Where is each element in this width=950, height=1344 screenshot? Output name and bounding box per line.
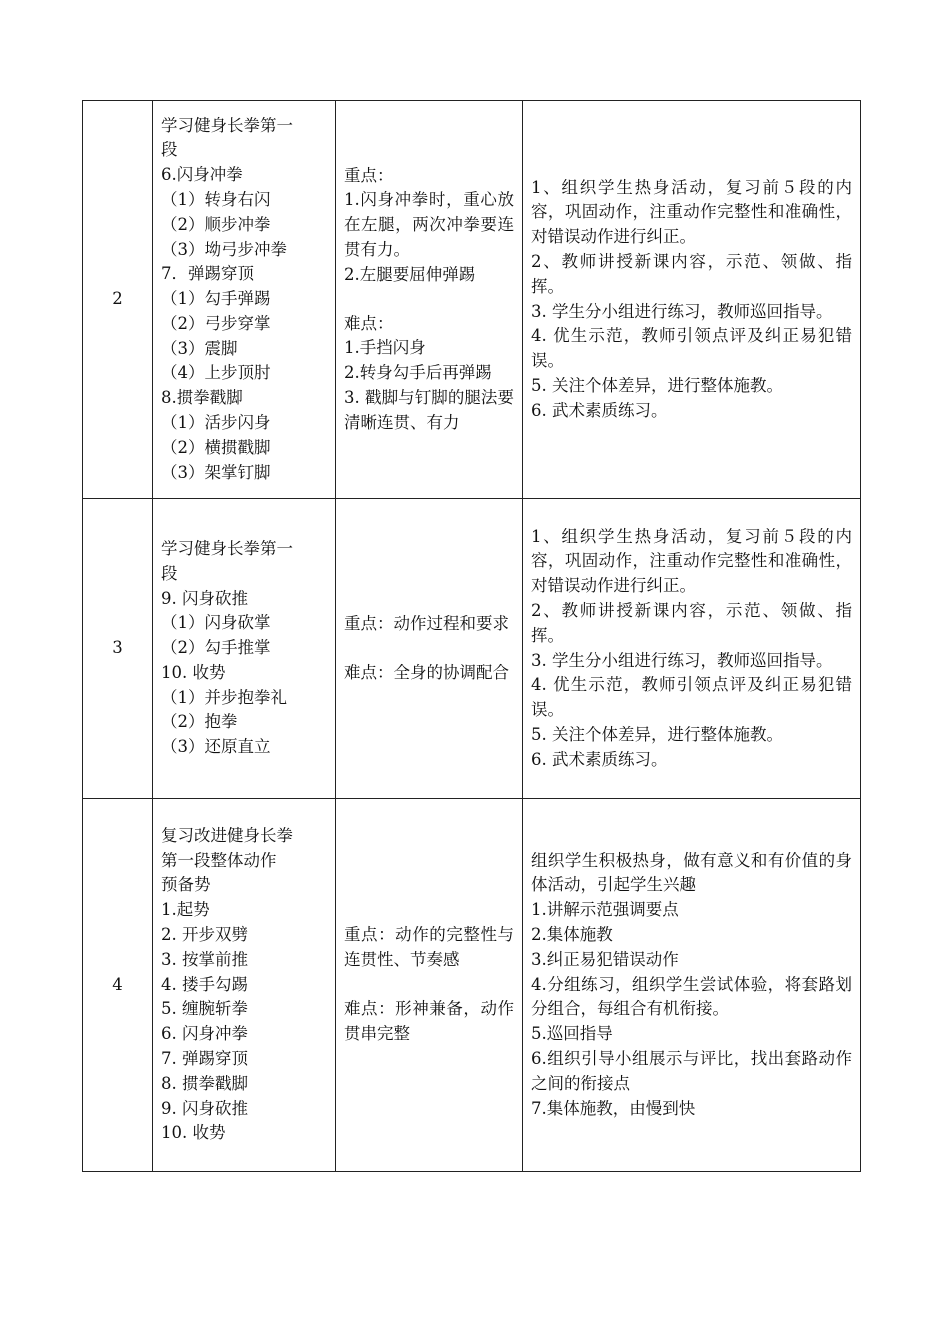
method-item: 3. 学生分小组进行练习，教师巡回指导。	[531, 301, 833, 321]
key-difficulty-cell	[336, 101, 523, 499]
method-item: 3. 学生分小组进行练习，教师巡回指导。	[531, 650, 833, 670]
content-line: 段	[161, 140, 178, 160]
method-item: 2、教师讲授新课内容，示范、领做、指挥。	[531, 600, 852, 645]
method-item: 6. 武术素质练习。	[531, 400, 668, 420]
lesson-content-cell	[153, 101, 336, 499]
difficulty-points: 难点：全身的协调配合	[344, 662, 509, 682]
method-item: 组织学生积极热身，做有意义和有价值的身体活动，引起学生兴趣	[531, 850, 852, 895]
difficulty-points: 难点：形神兼备，动作贯串完整	[344, 999, 514, 1043]
method-item: 4. 优生示范，教师引领点评及纠正易犯错误。	[531, 675, 852, 720]
difficulty-point: 2.转身勾手后再弹踢	[344, 363, 492, 383]
content-line: 7. 弹踢穿顶	[161, 1048, 248, 1068]
method-item: 2、教师讲授新课内容，示范、领做、指挥。	[531, 251, 852, 296]
content-line: （1）活步闪身	[161, 413, 271, 433]
key-difficulty-cell	[336, 499, 523, 799]
method-item: 5. 关注个体差异，进行整体施教。	[531, 724, 783, 744]
key-point: 2.左腿要屈伸弹踢	[344, 264, 476, 284]
content-line: （1）勾手弹踢	[161, 289, 271, 309]
content-line: （2）抱拳	[161, 712, 238, 732]
content-line: 学习健身长拳第一	[161, 115, 293, 135]
method-item: 2.集体施教	[531, 925, 613, 944]
difficulty-point: 3. 戳脚与钉脚的腿法要清晰连贯、有力	[344, 387, 514, 432]
method-item: 6. 武术素质练习。	[531, 749, 668, 769]
difficulty-point: 1.手挡闪身	[344, 338, 426, 358]
content-line: 1.起势	[161, 900, 210, 920]
lesson-content-cell	[153, 799, 336, 1172]
content-line: 9. 闪身砍推	[161, 1098, 248, 1118]
key-points: 重点：动作的完整性与连贯性、节奏感	[344, 925, 514, 970]
teaching-method-cell	[523, 499, 861, 799]
content-line: （2）顺步冲拳	[161, 214, 271, 234]
method-item: 6.组织引导小组展示与评比，找出套路动作之间的衔接点	[531, 1048, 852, 1093]
content-line: 学习健身长拳第一	[161, 538, 293, 558]
content-line: 复习改进健身长拳	[161, 825, 293, 845]
key-points-label: 重点：	[344, 165, 394, 185]
method-item: 4.分组练习，组织学生尝试体验，将套路划分组合，每组合有机衔接。	[531, 974, 852, 1019]
content-line: 第一段整体动作	[161, 850, 277, 870]
method-item: 7.集体施教，由慢到快	[531, 1098, 696, 1118]
content-line: （3）震脚	[161, 338, 238, 358]
content-line: （1）转身右闪	[161, 189, 271, 209]
content-line: 9. 闪身砍推	[161, 588, 248, 608]
content-line: 8.掼拳戳脚	[161, 388, 243, 408]
method-item: 1、组织学生热身活动，复习前５段的内容，巩固动作，注重动作完整性和准确性，对错误动作进行纠正。	[531, 177, 852, 247]
content-line: （3）架掌钉脚	[161, 462, 271, 482]
content-line: 10. 收势	[161, 1123, 226, 1143]
content-line: 10. 收势	[161, 662, 226, 682]
content-line: 段	[161, 563, 178, 583]
content-line: （4）上步顶肘	[161, 363, 271, 383]
content-line: （3）坳弓步冲拳	[161, 239, 287, 259]
content-line: 7．弹踢穿顶	[161, 264, 254, 284]
lesson-content-cell	[153, 499, 336, 799]
content-line: 8. 掼拳戳脚	[161, 1073, 248, 1093]
content-line: （2）勾手推掌	[161, 638, 271, 658]
content-line: 2. 开步双劈	[161, 925, 248, 944]
content-line: 预备势	[161, 875, 211, 895]
lesson-number: 4	[83, 799, 153, 1172]
table-row	[83, 499, 861, 799]
key-point: 1.闪身冲拳时，重心放在左腿，两次冲拳要连贯有力。	[344, 190, 514, 259]
method-item: 4. 优生示范，教师引领点评及纠正易犯错误。	[531, 326, 852, 371]
lesson-number: 3	[83, 499, 153, 799]
method-item: 3.纠正易犯错误动作	[531, 949, 679, 969]
teaching-method-cell	[523, 101, 861, 499]
key-points: 重点：动作过程和要求	[344, 613, 509, 633]
lesson-number: 2	[83, 101, 153, 499]
method-item: 1、组织学生热身活动，复习前５段的内容，巩固动作，注重动作完整性和准确性，对错误动作进行纠正。	[531, 526, 852, 596]
method-item: 1.讲解示范强调要点	[531, 900, 679, 920]
content-line: 4. 搂手勾踢	[161, 974, 248, 994]
teaching-method-cell	[523, 799, 861, 1172]
method-item: 5.巡回指导	[531, 1024, 613, 1044]
method-item: 5. 关注个体差异，进行整体施教。	[531, 375, 783, 395]
table-row	[83, 101, 861, 499]
key-difficulty-cell	[336, 799, 523, 1172]
content-line: （2）横掼戳脚	[161, 437, 271, 457]
content-line: 6.闪身冲拳	[161, 165, 243, 185]
content-line: 3. 按掌前推	[161, 949, 248, 969]
content-line: 5. 缠腕斩拳	[161, 999, 248, 1019]
content-line: （1）闪身砍掌	[161, 613, 271, 633]
content-line: 6. 闪身冲拳	[161, 1024, 248, 1044]
content-line: （2）弓步穿掌	[161, 313, 271, 333]
difficulty-label: 难点：	[344, 313, 394, 333]
content-line: （3）还原直立	[161, 737, 271, 757]
table-row	[83, 799, 861, 1172]
lesson-plan-table	[82, 100, 861, 1172]
content-line: （1）并步抱拳礼	[161, 687, 287, 707]
